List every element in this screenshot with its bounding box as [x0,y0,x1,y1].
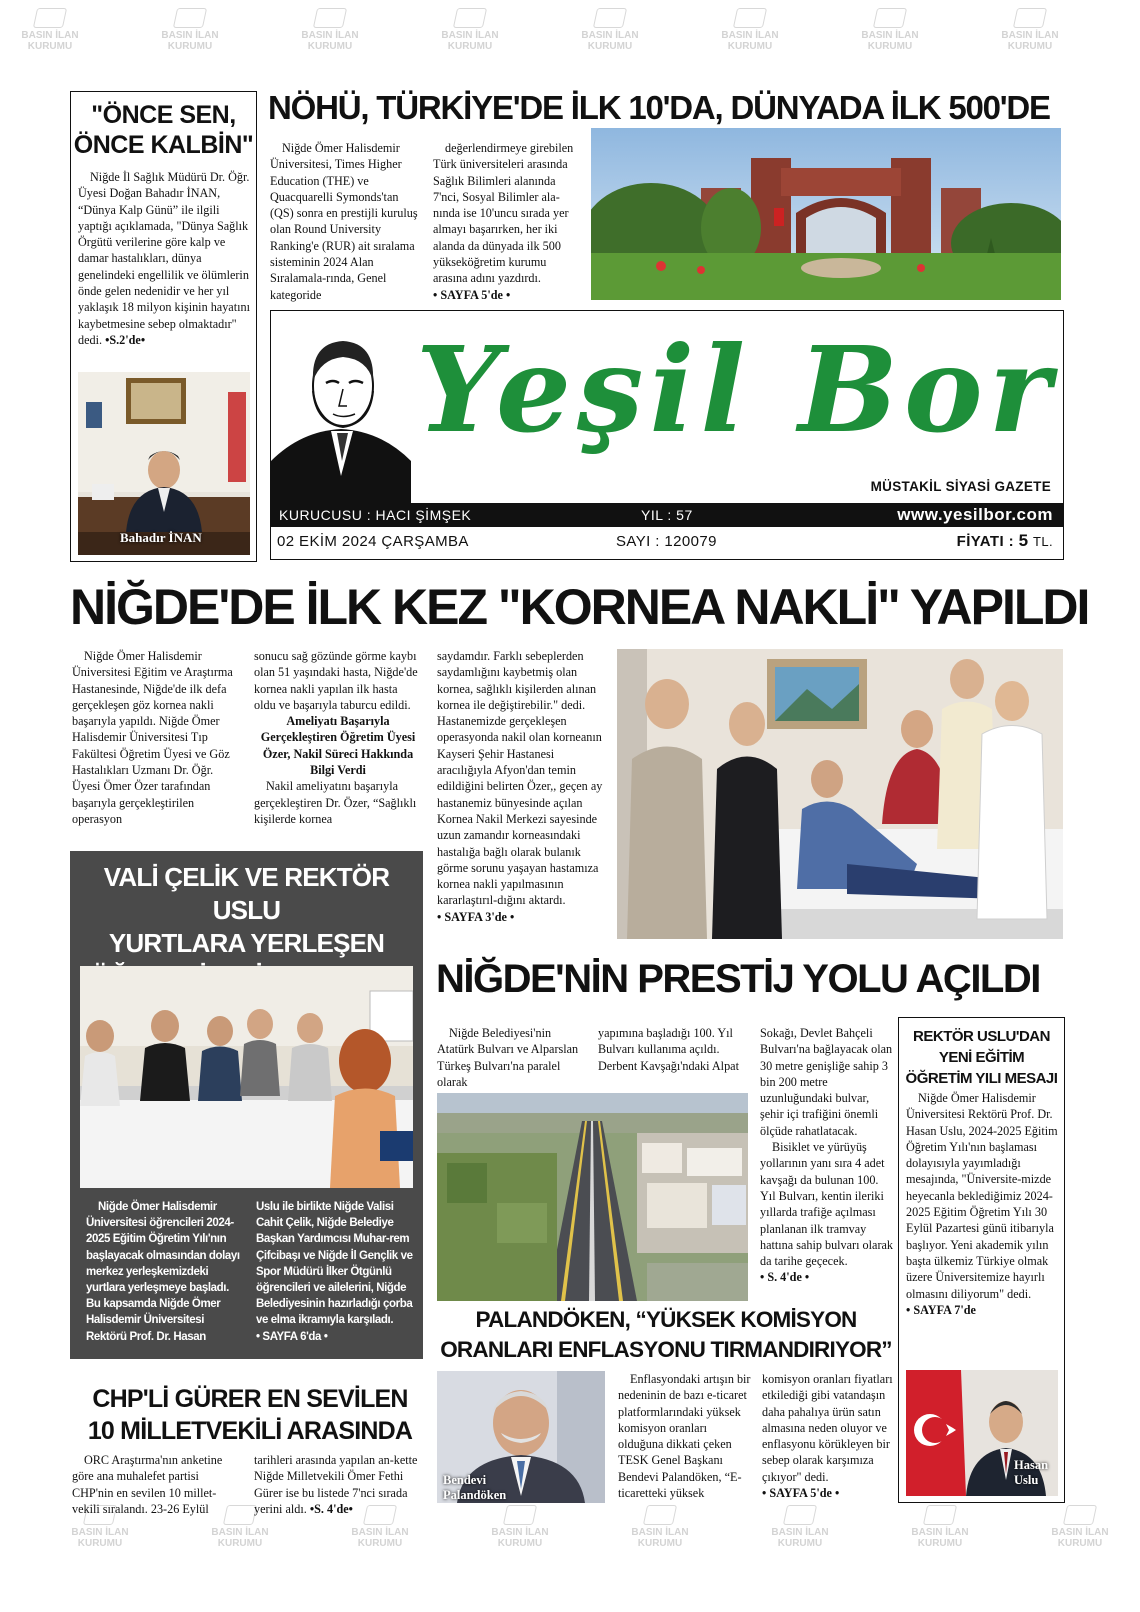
palandoken-photo [437,1371,605,1503]
masthead-price: FİYATI : 5 TL. [956,531,1053,550]
watermark: BASIN İLAN KURUMU [990,8,1070,52]
road-col-1: Niğde Belediyesi'nin Atatürk Bulvarı ve Alparslan Türkeş Bulvarı'na paralel olarak [437,1026,579,1089]
palandoken-col-1: Enflasyondaki artışın bir nedeninin de bazı e-ticaret platformlarındaki yüksek komisyon oranları olduğuna dikkati çeken TESK Genel Başkanı Bendevi Palandöken, “E-ticaretteki yüksek [618,1372,751,1501]
rector-page-ref[interactable]: • SAYFA 7'de [906,1302,976,1317]
left-story-headline: "ÖNCE SEN, ÖNCE KALBİN" [73,101,254,159]
masthead-founder: KURUCUSU : HACI ŞİMŞEK [279,507,472,523]
uslu-photo [906,1370,1058,1496]
road-col-3: Sokağı, Devlet Bahçeli Bulvarı'na bağlayacak olan 30 metre genişliğe sahip 3 bin 200 metre uzunluğundaki bulvar, şehir içi trafiğini önemli ölçüde rahatlatacak. Bisiklet ve yürüyüş yollarının yanı sıra 4 adet kavşağı da bulunan 100. Yıl Bulvarı, kentin ileriki yıllarda trafiğe açılması planlanan ilk tramvay hattına sahip bulvarı olarak da tarihe geçecek. • S. 4'de • [760,1026,894,1285]
ataturk-portrait [271,311,421,506]
road-headline: NİĞDE'NİN PRESTİJ YOLU AÇILDI [436,957,1040,1001]
nohu-headline: NÖHÜ, TÜRKİYE'DE İLK 10'DA, DÜNYADA İLK 500'DE [268,89,1050,126]
watermark: BASIN İLAN KURUMU [290,8,370,52]
palandoken-photo-caption: Bendevi Palandöken [443,1473,507,1502]
watermark: BASIN İLAN KURUMU [430,8,510,52]
road-page-ref[interactable]: • S. 4'de • [760,1270,810,1285]
watermark: BASIN İLAN KURUMU [480,1505,560,1549]
cornea-col-2: sonucu sağ gözünde görme kaybı olan 51 yaşındaki hasta, Niğde'de kornea nakli yapılan ilk hasta oldu ve başarıyla taburcu edildi. Ameliyatı Başarıyla Gerçekleştiren Öğretim Üyesi Özer, Nakil Süreci Hakkında Bilgi Verdi Nakil ameliyatını başarıyla gerçekleştiren Dr. Özer, “Sağlıklı kişilerde kornea [254,648,422,827]
boulevard-aerial-photo [437,1093,748,1301]
left-story-page-ref[interactable]: •S.2'de• [105,332,146,347]
watermark: BASIN İLAN KURUMU [900,1505,980,1549]
cornea-col-3: saydamdır. Farklı sebeplerden saydamlığını kaybetmiş olan kornea, sağlıklı kişilerden alınan kornea ile değiştirebilir." dedi. Hastanemizde gerçekleşen operasyonda nakil olan korneanın Kayseri Şehir Hastanesi aracılığıyla Afyon'dan temin edildiğini belirten Özer,, geçen ay hastanemiz bünyesinde açılan Kornea Nakil Merkezi sayesinde uzun zamandır korneasındaki hastalığa bağlı olarak bulanık görme sorunu yaşayan hastamıza kornea nakli yapılmasının kararlaştırıl-dığını aktardı. • SAYFA 3'de • [437,649,603,924]
rector-headline: REKTÖR USLU'DAN YENİ EĞİTİM ÖĞRETİM YILI MESAJI [905,1028,1058,1087]
nohu-page-ref[interactable]: • SAYFA 5'de • [433,287,511,302]
rector-body: Niğde Ömer Halisdemir Üniversitesi Rektörü Prof. Dr. Hasan Uslu, 2024-2025 Eğitim Öğretim Yılı'nın başlaması dolayısıyla yayımladığı mesajında, "Üniversite-mizde heyecanla beklediğimiz 2024-2025 Eğitim Öğretim Yılı 30 Eylül Pazartesi günü itibarıyla başlıyor. Yeni akademik yılın başta ülkemiz Türkiye olmak üzere Üniversitemize hayırlı olmasını diliyorum" dedi. • SAYFA 7'de [906,1091,1058,1317]
dorm-page-ref[interactable]: • SAYFA 6'da • [256,1330,328,1343]
inan-photo [78,372,250,555]
cornea-patient-photo [617,649,1063,939]
palandoken-page-ref[interactable]: • SAYFA 5'de • [762,1486,840,1501]
chp-col-1: ORC Araştırma'nın anketine göre ana muhalefet partisi CHP'nin en sevilen 10 millet-vekili sıralandı. 23-26 Eylül [72,1453,223,1516]
masthead-date: 02 EKİM 2024 ÇARŞAMBA [277,533,469,550]
watermark: BASIN İLAN KURUMU [340,1505,420,1549]
watermark: BASIN İLAN KURUMU [760,1505,840,1549]
left-story-box [70,91,257,562]
uslu-photo-caption: Hasan Uslu [1014,1458,1049,1487]
masthead-year: YIL : 57 [641,507,693,523]
dorm-welcome-photo [80,966,413,1188]
nohu-col-1: Niğde Ömer Halisdemir Üniversitesi, Times Higher Education (THE) ve Quacquarelli Symonds'tan (QS) sonra en prestijli kuruluş olan Round University Ranking'e (RUR) ait sıralama sisteminin 2024 Alan Sıralamala-rında, Genel kategoride [270,141,418,302]
watermark: BASIN İLAN KURUMU [710,8,790,52]
cornea-subhead: Ameliyatı Başarıyla Gerçekleştiren Öğretim Üyesi Özer, Nakil Süreci Hakkında Bilgi Verdi [260,714,416,778]
nohu-col-2: değerlendirmeye girebilen Türk üniversiteleri arasında Sağlık Bilimleri alanında 7'nci, Sosyal Bilimler ala-nında ise 10'uncu sırada yer almayı başarırken, her iki alanda da dünyada ilk 500 yükseköğretim kurumu arasına adını yazdırdı. • SAYFA 5'de • [433,141,574,302]
palandoken-headline: PALANDÖKEN, “YÜKSEK KOMİSYON ORANLARI ENFLASYONU TIRMANDIRIYOR” [440,1307,892,1362]
masthead-black-bar [271,503,1063,527]
inan-photo-caption: Bahadır İNAN [120,530,202,545]
masthead [270,310,1064,560]
chp-col-2: tarihleri arasında yapılan an-kette Niğde Milletvekili Ömer Fethi Gürer ise bu listede 7'nci sırada yerini aldı. •S. 4'de• [254,1453,418,1516]
dorm-headline: VALİ ÇELİK VE REKTÖR USLU YURTLARA YERLEŞEN [103,862,390,958]
watermark: BASIN İLAN KURUMU [570,8,650,52]
watermark: BASIN İLAN KURUMU [1040,1505,1120,1549]
dorm-col-2: Uslu ile birlikte Niğde Valisi Cahit Çelik, Niğde Belediye Başkan Yardımcısı Muhar-rem Çifcibaşı ve Niğde İl Gençlik ve Spor Müdürü İlker Ötgünlü öğrencileri ve ailelerini, Niğde Belediyesinin hazırladığı çorba ve elma ikramıyla karşıladı. • SAYFA 6'da • [256,1201,413,1343]
masthead-tagline: MÜSTAKİL SİYASİ GAZETE [870,479,1051,494]
watermark: BASIN İLAN KURUMU [200,1505,280,1549]
road-col-2: yapımına başladığı 100. Yıl Bulvarı kullanıma açıldı. Derbent Kavşağı'ndaki Alpat [598,1026,739,1073]
university-gate-photo [591,128,1061,300]
chp-headline: CHP'Lİ GÜRER EN SEVİLEN 10 MİLLETVEKİLİ ARASINDA [87,1385,413,1445]
dorm-col-1: Niğde Ömer Halisdemir Üniversitesi öğrencileri 2024-2025 Eğitim Öğretim Yılı'nın başlayacak olmasından dolayı merkez yerleşkemizdeki yurtlara yerleşmeye başladı. Bu kapsamda Niğde Ömer Halisdemir Üniversitesi Rektörü Prof. Dr. Hasan [86,1201,240,1343]
dorm-story-box [70,851,423,1359]
rector-box [898,1017,1065,1503]
masthead-issue: SAYI : 120079 [616,533,717,550]
chp-page-ref[interactable]: •S. 4'de• [309,1501,353,1516]
cornea-col-1: Niğde Ömer Halisdemir Üniversitesi Eğitim ve Araştırma Hastanesinde, Niğde'de ilk defa gerçekleşen göz kornea nakli başarıyla yapıldı. Niğde Ömer Halisdemir Üniversitesi Tıp Fakültesi Öğretim Üyesi ve Göz Hastalıkları Uzmanı Dr. Öğr. Üyesi Ömer Özer tarafından başarıyla gerçekleştirilen operasyon [72,649,233,826]
watermark: BASIN İLAN KURUMU [10,8,90,52]
masthead-title: Yeşil Bor [416,320,1057,459]
cornea-headline: NİĞDE'DE İLK KEZ "KORNEA NAKLİ" YAPILDI [70,579,1089,635]
watermark: BASIN İLAN KURUMU [850,8,930,52]
masthead-website[interactable]: www.yesilbor.com [897,505,1053,524]
left-story-body: Niğde İl Sağlık Müdürü Dr. Öğr. Üyesi Doğan Bahadır İNAN, “Dünya Kalp Günü” ile ilgili yaptığı açıklamada, "Dünya Sağlık Örgütü verilerine göre kalp ve damar hastalıkları, dünya genelindeki engellilik ve ölümlerin önde gelen nedenidir ve her yıl yaklaşık 18 milyon kişinin hayatını kaybetmesine sebep olmaktadır" dedi. •S.2'de• [78,170,250,347]
palandoken-col-2: komisyon oranları fiyatları etkilediği gibi vatandaşın daha pahalıya ürün satın almasına neden oluyor ve enflasyonu körükleyen bir sebep olarak karşımıza çıkıyor" dedi. • SAYFA 5'de • [762,1372,893,1501]
watermark: BASIN İLAN KURUMU [60,1505,140,1549]
cornea-page-ref[interactable]: • SAYFA 3'de • [437,909,515,924]
watermark: BASIN İLAN KURUMU [620,1505,700,1549]
watermark: BASIN İLAN KURUMU [150,8,230,52]
